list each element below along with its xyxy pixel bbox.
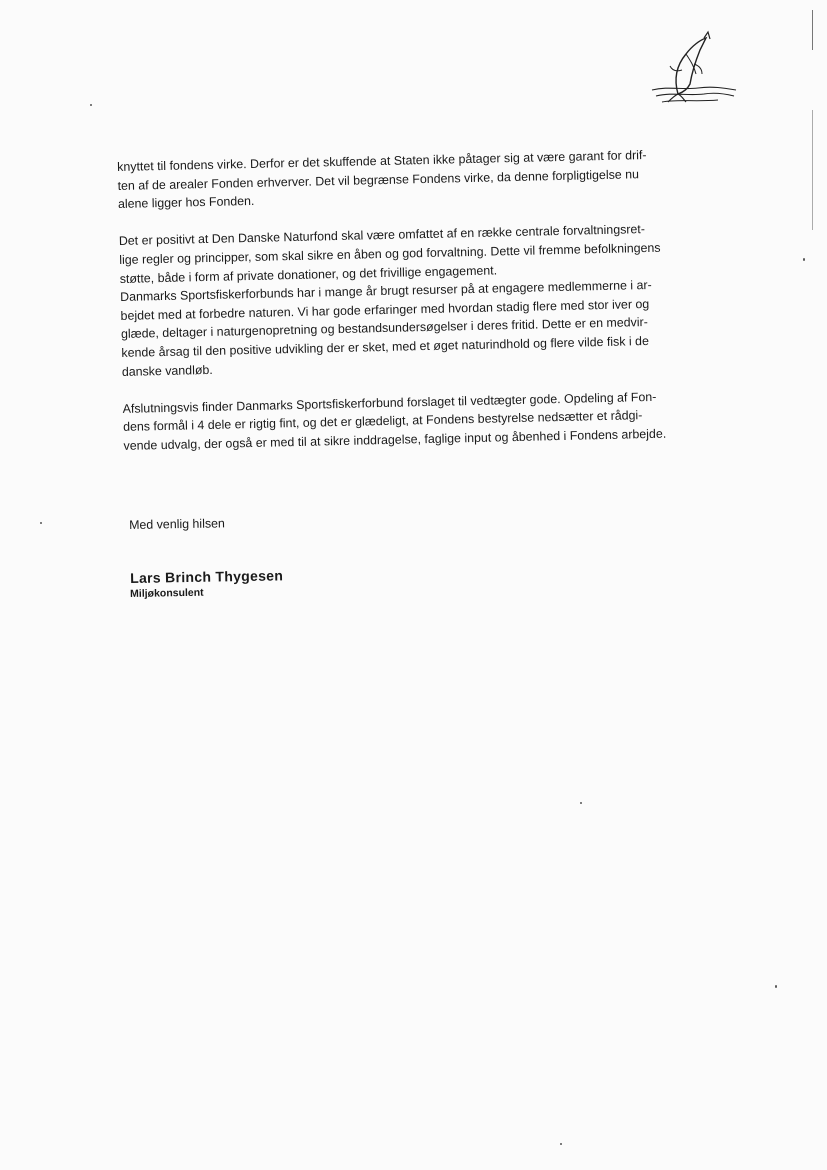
scan-edge-mark	[812, 10, 813, 50]
paragraph-governance: Det er positivt at Den Danske Naturfond skal være omfattet af en række centrale forvaltningsret- lige regler og principper, som skal sikre en åben og god forvaltning. Dette vil fremme befolkningens støtte, både i form af private donationer, og det frivillige engagement. Danmarks Sportsfiskerforbunds har i mange år brugt resurser på at engagere medlemmerne i ar- bejdet med at forbedre naturen. Vi har gode erfaringer med hvordan stadig flere med stor iver og glæde, deltager i naturgenopretning og bestandsundersøgelser i deres fritid. Dette er en medvir- kende årsag til den positive udvikling der er sket, med et øget naturindhold og flere vilde fisk i de danske vandløb.	[118, 222, 661, 379]
scan-speck	[803, 258, 805, 261]
scan-speck	[775, 985, 777, 988]
scan-speck	[580, 802, 582, 804]
scan-speck	[560, 1143, 562, 1145]
leaping-fish-icon	[648, 30, 738, 105]
paragraph-funding: knyttet til fondens virke. Derfor er det skuffende at Staten ikke påtager sig at være garant for drif- ten af de arealer Fonden erhverver. Det vil begrænse Fondens virke, da denne forpligtigelse nu alene ligger hos Fonden.	[117, 147, 647, 212]
closing-salutation: Med venlig hilsen	[129, 516, 225, 532]
signature-title: Miljøkonsulent	[130, 586, 204, 600]
letter-body	[117, 144, 730, 455]
scan-speck	[40, 522, 42, 524]
scan-edge-mark	[812, 110, 813, 230]
paragraph-conclusion: Afslutningsvis finder Danmarks Sportsfiskerforbund forslaget til vedtægter gode. Opdeling af Fon- dens formål i 4 dele er rigtig fint, og det er glædeligt, at Fondens bestyrelse nedsætter et rådgi- vende udvalg, der også er med til at sikre inddragelse, faglige input og åbenhed i Fondens arbejde.	[122, 389, 667, 453]
scan-speck	[90, 104, 92, 106]
signature-name: Lars Brinch Thygesen	[130, 567, 284, 586]
